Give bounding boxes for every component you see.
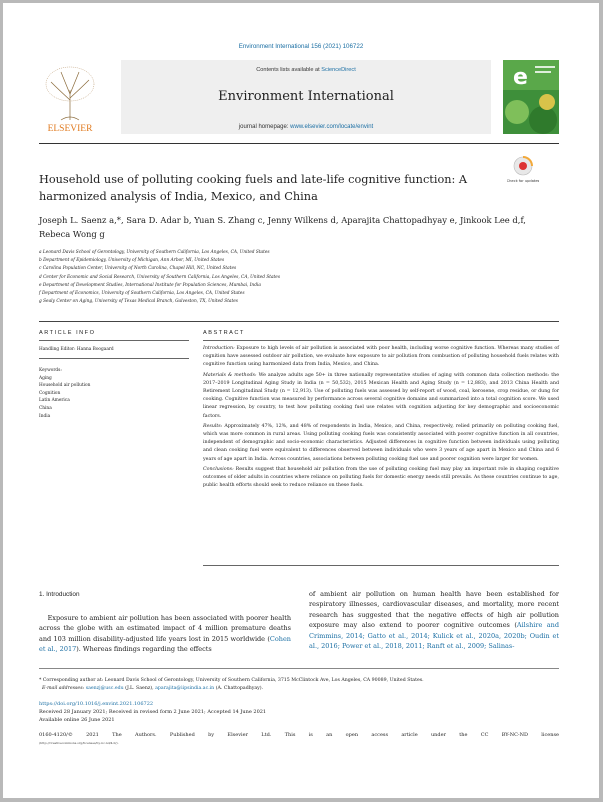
journal-cover-image	[503, 60, 559, 134]
abstract-methods	[203, 372, 559, 421]
contents-prefix: Contents lists available at	[256, 67, 322, 73]
affiliation-item: a Leonard Davis School of Gerontology, University of Southern California, Los Angeles, CA, United States	[39, 250, 270, 255]
doi-link[interactable]: https://doi.org/10.1016/j.envint.2021.106722	[39, 701, 154, 707]
corresponding-author-footnote	[39, 677, 559, 693]
introduction-heading: 1. Introduction	[39, 591, 80, 598]
license-link[interactable]: (http://creativecommons.org/licenses/by-nc-nd/4.0/).	[39, 741, 119, 745]
journal-homepage-line	[121, 124, 491, 130]
contents-line	[121, 67, 491, 73]
article-page	[3, 3, 599, 798]
keywords-block	[39, 367, 189, 420]
citation-link[interactable]: Ailshire and Crimmins, 2014; Gatto et al., 2014; Kulick et al., 2020a, 2020b; Oudin et al., 2016; Power et al., 2018, 2011; Ranft et al., 2009; Salinas-	[309, 621, 559, 651]
check-updates-icon	[507, 155, 539, 189]
keyword-item: Latin America	[39, 398, 70, 404]
keyword-item: Household air pollution	[39, 383, 91, 389]
email-link[interactable]: aparajita@iipsindia.ac.in	[155, 686, 215, 691]
abstract-intro-label: Introduction:	[203, 346, 235, 351]
abstract-heading: ABSTRACT	[203, 330, 245, 336]
affiliation-item: f Department of Economics, University of Southern California, Los Angeles, CA, United States	[39, 291, 245, 297]
affiliation-item: d Center for Economic and Social Research, University of Southern California, Los Angeles, CA, United States	[39, 274, 281, 280]
keyword-item: India	[39, 413, 51, 419]
intro-text-1: Exposure to ambient air pollution has been associated with poorer health across the globe with an estimated impact of 4 million premature deaths and 103 million disability-adjusted life years lost in 2015 worldwide (	[39, 614, 292, 643]
abstract-methods-label: Materials & methods:	[203, 372, 257, 378]
homepage-prefix: journal homepage:	[238, 124, 291, 130]
section-rule	[39, 321, 559, 322]
email-label: E-mail addresses:	[41, 686, 85, 691]
affiliation-item: g Sealy Center on Aging, University of Texas Medical Branch, Galveston, TX, United States	[39, 299, 238, 305]
abstract-conclusions-label: Conclusions:	[203, 466, 234, 472]
abstract-results-label: Results:	[203, 423, 223, 429]
journal-reference[interactable]: Environment International 156 (2021) 106722	[238, 43, 364, 50]
affiliations	[39, 249, 559, 306]
handling-editor: Handling Editor: Hanna Boogaard	[39, 347, 114, 352]
intro-column-left	[39, 613, 291, 655]
journal-title: Environment International	[218, 89, 394, 104]
email-owner: (J.L. Saenz),	[123, 686, 156, 691]
license-statement: 0160-4120/© 2021 The Authors. Published by Elsevier Ltd. This is an open access article under the CC BY-NC-ND license	[39, 732, 559, 738]
keyword-item: China	[39, 405, 52, 411]
svg-text:e: e	[513, 65, 528, 90]
abstract-results-text: Approximately 47%, 12%, and 48% of respondents in India, Mexico, and China, respectively, relied primarily on polluting cooking fuel, which was more common in rural areas. Using polluting cooking fuels was consistently associated with poorer cognitive function in all countries, independent of demographic and socio-economic characteristics. Adjusted differences in cognitive function between individuals using polluting and clean cooking fuel were equivalent to differences observed between individuals who were 3 years of age apart in Mexico and China and 6 years of age apart in India. Across countries, associations between polluting cooking fuel use and poorer cognition were larger for women.	[203, 423, 559, 462]
elsevier-logo	[39, 60, 101, 134]
abstract-intro-text: Exposure to high levels of air pollution is associated with poor health, including worse cognitive function. Whereas many studies of cognition have assessed outdoor air pollution, we evaluate how exposure to air pollution from combustion of polluting household fuels relates with cognitive function using harmonized data from India, Mexico, and China.	[203, 346, 559, 368]
affiliation-item: c Carolina Population Center, University of North Carolina, Chapel Hill, NC, United States	[39, 266, 237, 272]
intro-text-2: of ambient air pollution on human health have been established for respiratory illnesses, cardiovascular diseases, and mortality, more recent research has suggested that the negative effects of high air pollution exposure may also extend to poorer cognitive outcomes (	[309, 590, 559, 630]
affiliation-item: e Department of Development Studies, International Institute for Population Sciences, Mumbai, India	[39, 282, 261, 288]
email-owner: (A. Chattopadhyay).	[214, 686, 264, 691]
abstract-methods-text: We analyze adults age 50+ in three nationally representative studies of aging with common data collection methods: the 2017–2019 Longitudinal Aging Study in India (n = 50,532), 2015 Mexican Health and Aging Study (n = 12,883), and 2013 China Health and Retirement Longitudinal Study (n = 12,913). Use of polluting fuels was assessed by self-report of wood, coal, kerosene, crop residue, or dung for cooking. Cognitive function was measured by performance across several cognitive domains and summarized into a total cognition score. We used linear regression, by country, to test how polluting cooking fuel use relates with cognition adjusting for key demographic and socioeconomic factors.	[203, 372, 559, 419]
email-link[interactable]: saenzj@usc.edu	[85, 686, 124, 691]
publication-info	[39, 700, 559, 724]
received-dates: Received 28 January 2021; Received in revised form 2 June 2021; Accepted 14 June 2021	[39, 709, 267, 715]
email-line	[39, 685, 559, 693]
elsevier-wordmark: ELSEVIER	[47, 124, 93, 134]
check-for-updates-button[interactable]	[507, 155, 539, 189]
available-online: Available online 26 June 2021	[39, 717, 115, 723]
abstract-results	[203, 423, 559, 464]
keyword-item: Aging	[39, 375, 52, 381]
keyword-item: Cognition	[39, 390, 61, 396]
citation-link[interactable]: Cohen et al., 2017	[39, 634, 291, 654]
keywords-label: Keywords:	[39, 368, 62, 373]
sciencedirect-link[interactable]: ScienceDirect	[321, 67, 356, 73]
abstract-body	[203, 345, 559, 492]
corresponding-author: * Corresponding author at: Leonard Davis School of Gerontology, University of Southern California, 3715 McClintock Ave, Los Angeles, CA 90089, United States.	[39, 678, 424, 683]
intro-text-1-tail: ). Whereas findings regarding the effects	[76, 645, 212, 654]
check-updates-label: Check for updates	[507, 179, 539, 183]
abstract-conclusions-text: Results suggest that household air pollution from the use of polluting cooking fuel may play an important role in shaping cognitive outcomes of older adults in countries where reliance on polluting fuels for domestic energy needs still prevails. As these countries continue to age, public health efforts should seek to reduce reliance on these fuels.	[203, 466, 559, 489]
author-list: Joseph L. Saenz a,*, Sara D. Adar b, Yuan S. Zhang c, Jenny Wilkens d, Aparajita Chattopadhyay e, Jinkook Lee d,f, Rebeca Wong g	[39, 215, 526, 239]
article-title: Household use of polluting cooking fuels and late-life cognitive function: A harmonized analysis of India, Mexico, and China	[39, 173, 468, 203]
article-info-heading: ARTICLE INFO	[39, 330, 96, 336]
intro-column-right	[309, 589, 559, 651]
abstract-conclusions	[203, 466, 559, 491]
header-rule	[39, 143, 559, 144]
homepage-link[interactable]: www.elsevier.com/locate/envint	[290, 124, 374, 130]
abstract-introduction	[203, 345, 559, 370]
affiliation-item: b Department of Epidemiology, University of Michigan, Ann Arbor, MI, United States	[39, 258, 225, 264]
